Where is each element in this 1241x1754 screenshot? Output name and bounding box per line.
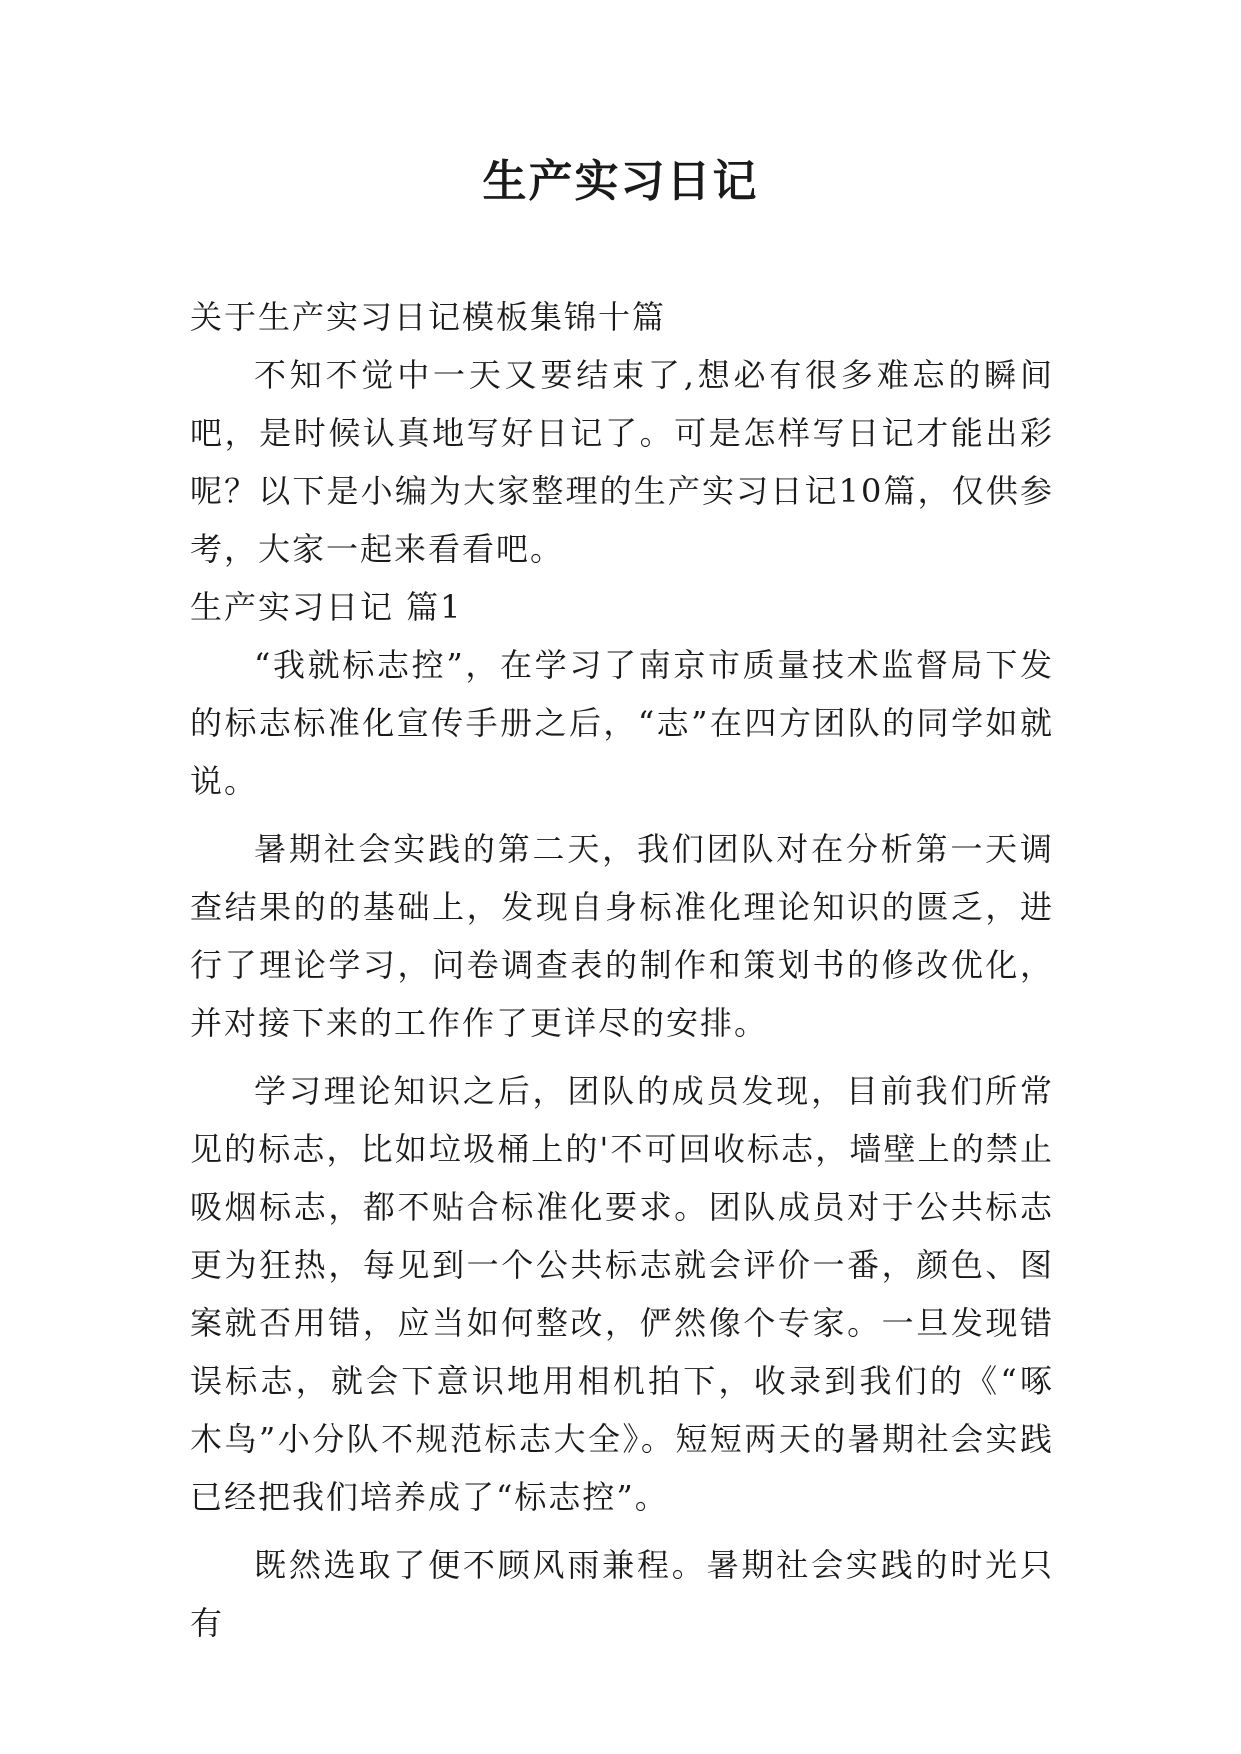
body-paragraph-2: 暑期社会实践的第二天，我们团队对在分析第一天调查结果的的基础上，发现自身标准化理论知识的匮乏，进行了理论学习，问卷调查表的制作和策划书的修改优化，并对接下来的工作作了更详尽的安排。 xyxy=(190,830,1054,1042)
body-paragraph-4: 既然选取了便不顾风雨兼程。暑期社会实践的时光只有 xyxy=(190,1546,1054,1642)
document-title: 生产实习日记 xyxy=(482,156,759,207)
document-body xyxy=(190,288,1054,1652)
section-heading: 生产实习日记 篇1 xyxy=(190,588,463,626)
body-paragraph-1: “我就标志控”，在学习了南京市质量技术监督局下发的标志标准化宣传手册之后，“志”在四方团队的同学如就说。 xyxy=(190,646,1054,800)
body-paragraph-3: 学习理论知识之后，团队的成员发现，目前我们所常见的标志，比如垃圾桶上的'不可回收标志，墙壁上的禁止吸烟标志，都不贴合标准化要求。团队成员对于公共标志更为狂热，每见到一个公共标志就会评价一番，颜色、图案就否用错，应当如何整改，俨然像个专家。一旦发现错误标志，就会下意识地用相机拍下，收录到我们的《“啄木鸟”小分队不规范标志大全》。短短两天的暑期社会实践已经把我们培养成了“标志控”。 xyxy=(190,1072,1054,1516)
document-subtitle: 关于生产实习日记模板集锦十篇 xyxy=(190,298,667,336)
intro-paragraph: 不知不觉中一天又要结束了,想必有很多难忘的瞬间吧，是时候认真地写好日记了。可是怎样写日记才能出彩呢？以下是小编为大家整理的生产实习日记10篇，仅供参考，大家一起来看看吧。 xyxy=(190,356,1054,568)
